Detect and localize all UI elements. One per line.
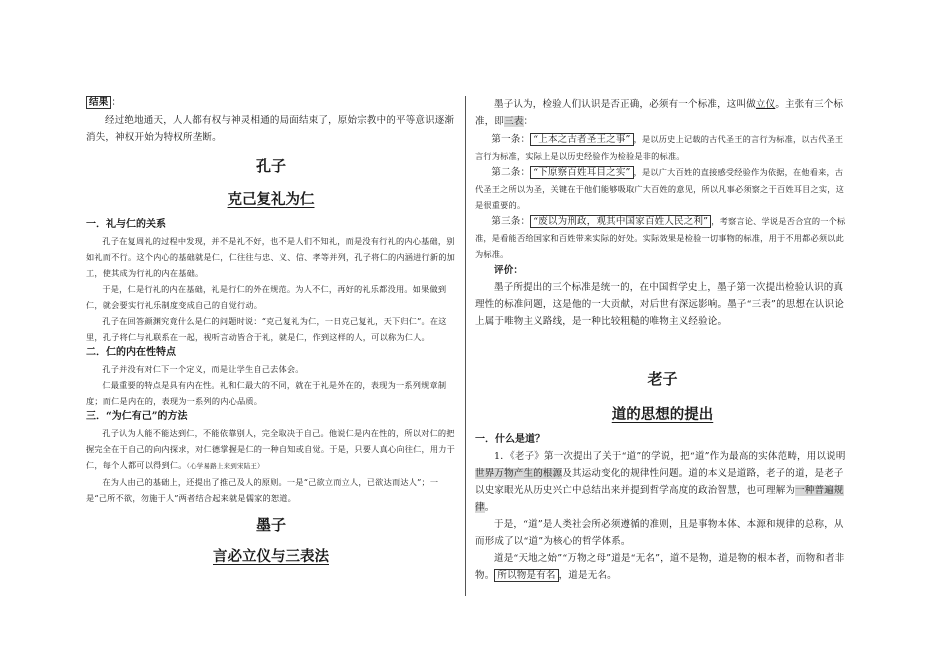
- rule-3-quote: “废以为刑政，观其中国家百姓人民之利”: [530, 215, 711, 228]
- page-divider: [465, 96, 466, 596]
- dao-p1-highlight-1: 世界万物产生的根源: [475, 468, 563, 479]
- result-label: 结果: [86, 96, 111, 109]
- fang-fa-note: （心学易路上来到宋陆王）: [186, 462, 264, 470]
- paragraph-nei-zai-2: 仁最重要的特点是具有内在性。礼和仁最大的不同，就在于礼是外在的，表现为一系列规章制度；而仁是内在的，表现为一系列的内心品质。: [86, 380, 447, 406]
- dao-p1-highlight-2: 一种普遍规律: [475, 485, 844, 513]
- section-heading-li-ren: 一．礼与仁的关系: [86, 219, 166, 230]
- result-paragraph: 经过绝地通天，人人都有权与神灵相通的局面结束了，原始宗教中的平等意识逐渐消失，神权开始为特权所垄断。: [86, 115, 455, 143]
- intro-colon: ：: [523, 116, 534, 127]
- paragraph-nei-zai-1: 孔子并没有对仁下一个定义，而是让学生自己去体会。: [102, 364, 304, 374]
- section-heading-what-is-dao: 一．什么是道？: [475, 434, 545, 445]
- rule-1-quote: “上本之古者圣王之事”: [530, 133, 633, 146]
- right-page: [475, 96, 850, 594]
- rule-2-quote: “下原察百姓耳目之实”: [530, 166, 633, 179]
- result-line: [86, 96, 456, 110]
- term-li-yi: 立仪: [755, 99, 776, 110]
- dao-p3-text-b: ，道是无名。: [558, 570, 617, 581]
- laozi-title: 老子: [647, 370, 678, 388]
- dao-p3-text-a: 道是“天地之始”“万物之母”道是“无名”，道不是物，道是物的根本者，而物和者非物。: [475, 553, 845, 581]
- dao-paragraph-3: [475, 550, 850, 584]
- mozi-subtitle: 言必立仪与三表法: [213, 548, 329, 565]
- dao-p1-text-b: 及其运动变化的规律性问题。道的本义是道路，老子的道，是老子以史家眼光从历史兴亡中总结出来并提到哲学高度的政治智慧，也可理解为: [475, 468, 844, 496]
- term-san-biao: 三表: [504, 116, 524, 127]
- paragraph-li-ren-1: 孔子在复周礼的过程中发现，并不是礼不好，也不是人们不知礼，而是没有行礼的内心基础，别如礼而不行。这个内心的基础就是仁，仁往往与忠、义、信、孝等并列，孔子将仁的内涵进行新的加工，使其成为行礼的内在基础。: [86, 236, 456, 278]
- fang-fa-text: 孔子认为人能不能达到仁，不能依靠别人，完全取决于自己。他说仁是内在性的，所以对仁的把握完全在于自己的向内探求，对仁德掌握是仁的一种自知或自觉。于是，只要人真心向往仁，用力于仁，每个人都可以得到仁。: [86, 428, 456, 470]
- left-page: [86, 96, 456, 594]
- rule-1-label: 第一条：: [491, 134, 531, 145]
- dao-paragraph-2: 于是，“道”是人类社会所必须遵循的准则，且是事物本体、本源和规律的总称，从而形成了以“道”为核心的哲学体系。: [475, 519, 844, 547]
- laozi-subtitle: 道的思想的提出: [611, 406, 714, 423]
- paragraph-li-ren-3: 孔子在回答颜渊究竟什么是仁的问题时说：“克己复礼为仁，一日克己复礼，天下归仁”。在这里，孔子将仁与礼联系在一起，视听言动皆合于礼，就是仁，作到这样的人，可以称为仁人。: [86, 316, 447, 342]
- rule-2: [475, 164, 850, 213]
- evaluation-paragraph: 墨子所提出的三个标准是统一的，在中国哲学史上，墨子第一次提出检验认识的真理性的标准问题，这是他的一大贡献，对后世有深远影响。墨子“三表”的思想在认识论上属于唯物主义路线，是一种比较粗糙的唯物主义经验论。: [475, 282, 845, 327]
- mozi-title: 墨子: [255, 516, 286, 534]
- intro-text-2: 。主张有三个标准，即: [475, 99, 844, 127]
- paragraph-fang-fa-1: [86, 425, 456, 474]
- rule-3: [475, 213, 850, 262]
- paragraph-li-ren-2: 于是，仁是行礼的内在基础，礼是行仁的外在规范。为人不仁，再好的礼乐都没用。如果做到仁，就会要实行礼乐制度变成自己的自觉行动。: [86, 284, 447, 310]
- result-colon: ：: [111, 97, 122, 108]
- mozi-intro: [475, 96, 850, 130]
- dao-p1-text-c: 。: [484, 502, 495, 513]
- rule-1-text: ，是以历史上记载的古代圣王的言行为标准，以古代圣王言行为标准，实际上是以历史经验作为检验是非的标准。: [475, 134, 844, 161]
- intro-text: 墨子认为，检验人们认识是否正确，必须有一个标准，这叫做: [494, 99, 756, 110]
- dao-p1-text-a: 1．《老子》第一次提出了关于“道”的学说，把“道”作为最高的实体范畴，用以说明: [494, 451, 846, 462]
- evaluation-colon: ：: [513, 265, 524, 276]
- dao-paragraph-1: [475, 448, 850, 516]
- dao-p3-boxed: 所以物是有名: [494, 569, 558, 582]
- rule-1: [475, 131, 850, 164]
- evaluation-label: 评价: [494, 265, 514, 276]
- evaluation-heading: [475, 262, 850, 279]
- kongzi-subtitle: 克己复礼为仁: [227, 191, 315, 208]
- rule-2-text: ，是以广大百姓的直接感受经验作为依据，在他看来，古代圣王之所以为圣，关键在于他们能够吸取广大百姓的意见，所以凡事必须察之于百姓耳目之实，这是很重要的。: [475, 167, 845, 210]
- section-heading-fang-fa: 三．“为仁有己”的方法: [86, 411, 188, 422]
- rule-2-label: 第二条：: [491, 167, 531, 178]
- rule-3-label: 第三条：: [491, 216, 531, 227]
- paragraph-fang-fa-2: 在为人由己的基础上，还提出了推己及人的原则。一是“己欲立而立人，已欲达而达人”；一是“己所不欲，勿施于人”两者结合起来就是儒家的恕道。: [86, 477, 439, 503]
- kongzi-title: 孔子: [255, 157, 286, 175]
- rule-3-text: ，考察言论、学说是否合宜的一个标准，是看能否给国家和百姓带来实际的好处。实际效果是检验一切事物的标准，用于不用都必须以此为标准。: [475, 216, 846, 259]
- section-heading-nei-zai: 二．仁的内在性特点: [86, 347, 176, 358]
